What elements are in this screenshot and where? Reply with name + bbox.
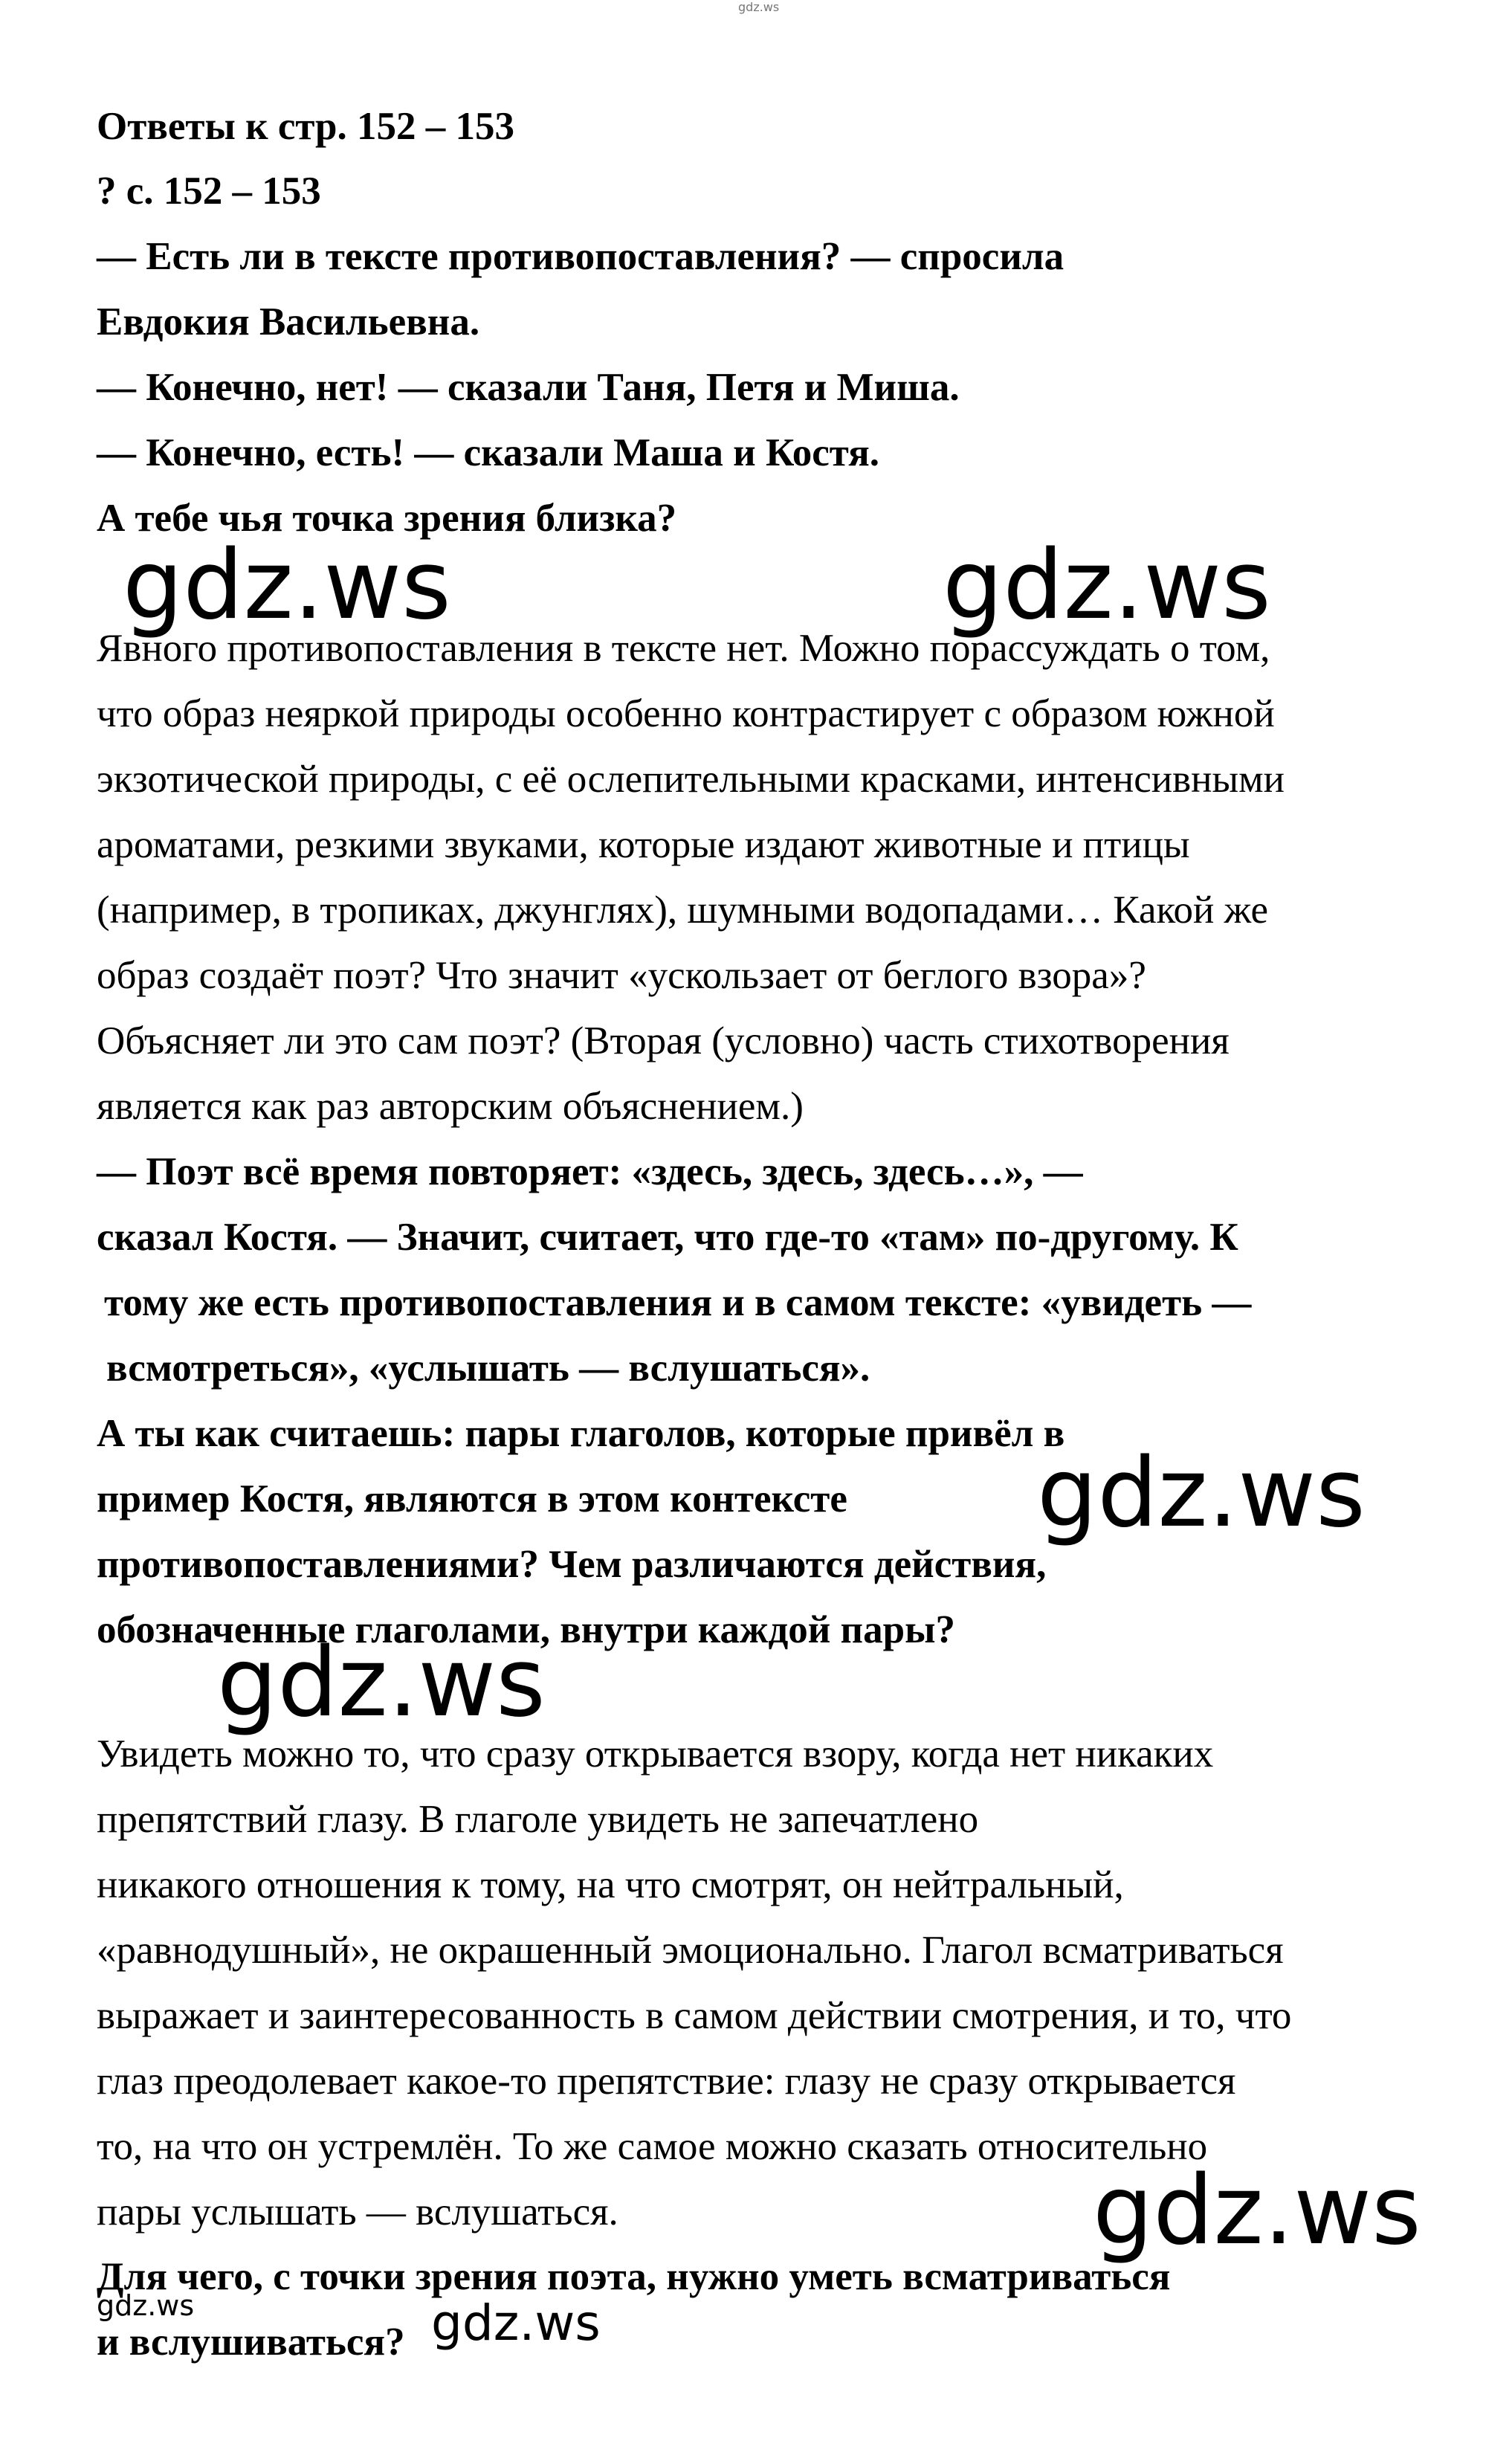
answer2-line: препятствий глазу. В глаголе увидеть не запечатлено: [97, 1798, 979, 1841]
watermark-top: gdz.ws: [738, 0, 780, 14]
question1: А тебе чья точка зрения близка?: [97, 497, 677, 540]
dialogue2-line: всмотреться», «услышать — вслушаться».: [106, 1347, 870, 1390]
answer2-line: то, на что он устремлён. То же самое можно сказать относительно: [97, 2125, 1208, 2168]
dialogue2-line: сказал Костя. — Значит, считает, что где-то «там» по-другому. К: [97, 1216, 1238, 1259]
watermark-small: gdz.ws: [97, 2289, 195, 2322]
answer1-line: ароматами, резкими звуками, которые издают животные и птицы: [97, 823, 1190, 866]
answer1-line: что образ неяркой природы особенно контрастирует с образом южной: [97, 692, 1275, 735]
dialogue1-line: Евдокия Васильевна.: [97, 300, 480, 344]
answer1-line: образ создаёт поэт? Что значит «ускользает от беглого взора»?: [97, 954, 1146, 997]
watermark: gdz.ws: [123, 530, 451, 641]
answer2-line: «равнодушный», не окрашенный эмоционально. Глагол всматриваться: [97, 1929, 1284, 1972]
answer2-line: Увидеть можно то, что сразу открывается взору, когда нет никаких: [97, 1732, 1214, 1776]
watermark-medium: gdz.ws: [431, 2294, 601, 2352]
watermark: gdz.ws: [1037, 1438, 1366, 1549]
watermark: gdz.ws: [943, 530, 1271, 641]
answer1-line: Объясняет ли это сам поэт? (Вторая (условно) часть стихотворения: [97, 1019, 1230, 1062]
answer2-line: выражает и заинтересованность в самом действии смотрения, и то, что: [97, 1994, 1292, 2037]
question2-line: А ты как считаешь: пары глаголов, которые привёл в: [97, 1412, 1065, 1455]
dialogue1-line: — Конечно, есть! — сказали Маша и Костя.: [97, 431, 880, 474]
answer1-line: (например, в тропиках, джунглях), шумными водопадами… Какой же: [97, 888, 1269, 932]
question3-line: Для чего, с точки зрения поэта, нужно уметь всматриваться: [97, 2255, 1171, 2298]
dialogue1-line: — Конечно, нет! — сказали Таня, Петя и Миша.: [97, 366, 960, 409]
task-reference-heading: ? с. 152 – 153: [97, 170, 321, 213]
dialogue2-line: тому же есть противопоставления и в самом тексте: «увидеть —: [104, 1281, 1252, 1324]
answer1-line: Явного противопоставления в тексте нет. Можно порассуждать о том,: [97, 627, 1270, 670]
page-reference-heading: Ответы к стр. 152 – 153: [97, 105, 515, 148]
answer2-line: никакого отношения к тому, на что смотрят, он нейтральный,: [97, 1863, 1124, 1906]
question2-line: обозначенные глаголами, внутри каждой пары?: [97, 1608, 955, 1651]
answer2-line: глаз преодолевает какое-то препятствие: глазу не сразу открывается: [97, 2060, 1236, 2103]
dialogue2-line: — Поэт всё время повторяет: «здесь, здесь, здесь…», —: [97, 1150, 1083, 1193]
question2-line: противопоставлениями? Чем различаются действия,: [97, 1543, 1047, 1586]
question2-line: пример Костя, являются в этом контексте: [97, 1477, 847, 1520]
question3-line: и вслушиваться?: [97, 2321, 405, 2364]
answer1-line: экзотической природы, с её ослепительными красками, интенсивными: [97, 758, 1285, 801]
watermark: gdz.ws: [217, 1628, 546, 1738]
watermark: gdz.ws: [1093, 2155, 1421, 2266]
answer2-line: пары услышать — вслушаться.: [97, 2190, 618, 2234]
answer1-line: является как раз авторским объяснением.): [97, 1085, 804, 1128]
dialogue1-line: — Есть ли в тексте противопоставления? — спросила: [97, 235, 1064, 278]
